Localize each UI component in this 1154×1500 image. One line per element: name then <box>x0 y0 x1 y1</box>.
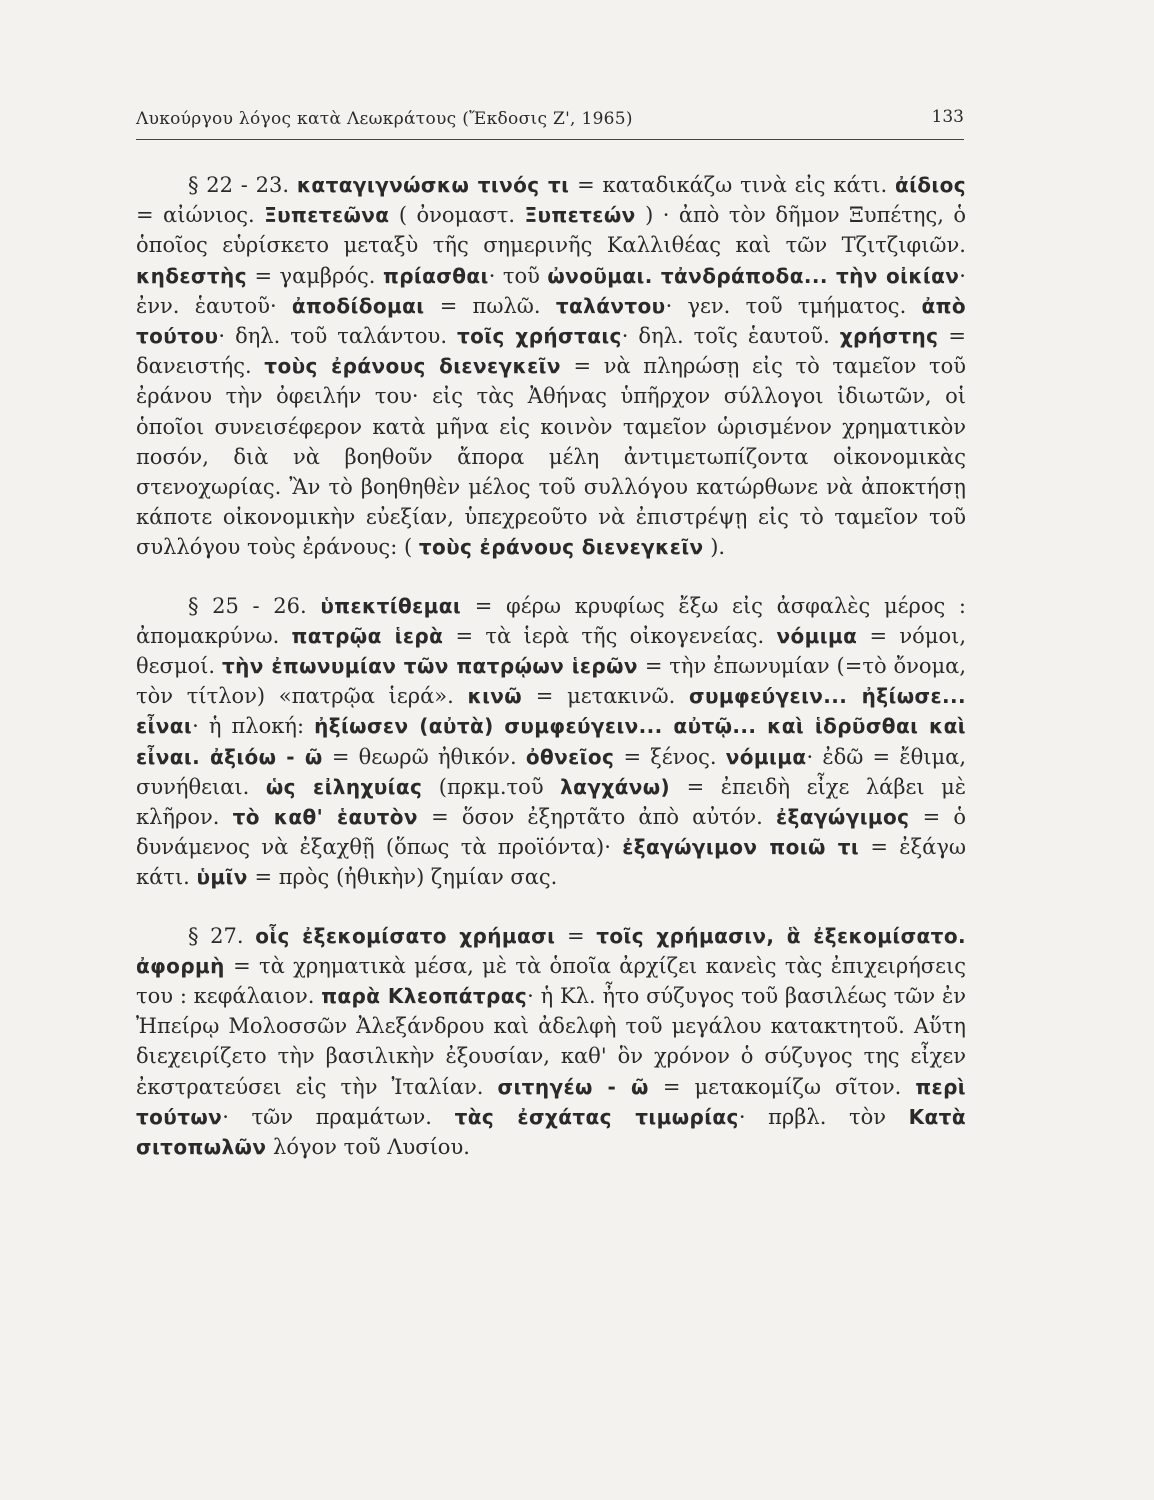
gloss-text: · τοῦ <box>488 263 548 288</box>
lemma: κινῶ <box>467 684 523 709</box>
gloss-text: · πρβλ. τὸν <box>738 1104 909 1129</box>
gloss-text: ( ὀνομαστ. <box>389 203 525 228</box>
gloss-text: = γαμβρός. <box>246 263 383 288</box>
lemma: χρήστης <box>839 324 939 349</box>
gloss-text: = τὴν ἐπωνυμίαν (=τὸ ὄνομα, τὸν τίτλον) «πατρῷα ἱερά». <box>136 654 967 709</box>
lemma: ὑμῖν <box>196 865 248 890</box>
lemma: ἠξίωσεν (αὐτὰ) συμφεύγειν... αὐτῷ... καὶ ἱδρῦσθαι καὶ εἶναι. ἀξιόω - ῶ <box>136 714 966 769</box>
lemma: τὴν ἐπωνυμίαν τῶν πατρῴων ἱερῶν <box>221 654 638 679</box>
running-title: Λυκούργου λόγος κατὰ Λεωκράτους (Ἔκδοσις Ζ', 1965) <box>136 109 633 129</box>
lemma: οἷς ἐξεκομίσατο χρήμασι <box>255 923 556 948</box>
gloss-text: (πρκμ.τοῦ <box>422 774 561 799</box>
lemma: ὡς εἰληχυίας <box>265 774 423 799</box>
gloss-text: = πρὸς (ἠθικὴν) ζημίαν σας. <box>247 865 558 890</box>
gloss-text: = θεωρῶ ἠθικόν. <box>322 744 526 769</box>
gloss-text: · ἡ Κλ. ἦτο σύζυγος τοῦ βασιλέως τῶν ἐν Ἠπείρῳ Μολοσσῶν Ἀλεξάνδρου καὶ ἀδελφὴ τοῦ μεγάλου κατακτητοῦ. Αὕτη διεχειρίζετο τὴν βασιλικὴν ἐξουσίαν, καθ' ὃν χρόνον ὁ σύζυγος της εἶχεν ἐκστρατεύσει εἰς τὴν Ἰταλίαν. <box>136 984 967 1099</box>
gloss-text: = αἰώνιος. <box>136 203 265 228</box>
gloss-text: = <box>555 923 597 948</box>
gloss-text: = νόμοι, θεσμοί. <box>136 623 967 679</box>
gloss-text: = πωλῶ. <box>424 293 556 318</box>
lemma: ἐξαγώγιμον ποιῶ τι <box>622 835 860 860</box>
lemma: ὠνοῦμαι. τἀνδράποδα... τὴν οἰκίαν <box>547 263 960 288</box>
lemma: ἐξαγώγιμος <box>776 805 910 830</box>
lemma: τοὺς ἐράνους διενεγκεῖν <box>418 535 704 560</box>
lemma: περὶ τούτων <box>136 1074 966 1129</box>
gloss-text: = ὅσον ἐξηρτᾶτο ἀπὸ αὐτόν. <box>417 805 776 830</box>
gloss-text: § 25 - 26. <box>188 593 321 618</box>
lemma: πατρῷα ἱερὰ <box>291 623 444 648</box>
gloss-text: = ἐξάγω κάτι. <box>136 835 966 890</box>
gloss-text: = τὰ χρηματικὰ μέσα, μὲ τὰ ὁποῖα ἀρχίζει κανεὶς τὰς ἐπιχειρήσεις του : κεφάλαιον. <box>136 953 966 1009</box>
gloss-text: · δηλ. τοῖς ἑαυτοῦ. <box>621 324 840 349</box>
gloss-text: = νὰ πληρώσῃ εἰς τὸ ταμεῖον τοῦ ἐράνου τὴν ὀφειλήν του· εἰς τὰς Ἀθήνας ὑπῆρχον σύλλογοι ἰδιωτῶν, οἱ ὁποῖοι συνεισέφερον κατὰ μῆνα εἰς κοινὸν ταμεῖον ὡρισμένον χρηματικὸν ποσόν, διὰ νὰ βοηθοῦν ἄπορα μέλη ἀντιμετωπίζοντα οἰκονομικὰς στενοχωρίας. Ἂν τὸ βοηθηθὲν μέλος τοῦ συλλόγου κατώρθωνε νὰ ἀποκτήσῃ κάποτε οἰκονομικὴν εὐεξίαν, ὑπεχρεοῦτο νὰ ἐπιστρέψῃ εἰς τὸ ταμεῖον τοῦ συλλόγου τοὺς ἐράνους: ( <box>136 354 966 560</box>
gloss-text: λόγον τοῦ Λυσίου. <box>266 1135 470 1160</box>
lemma: Κατὰ σιτοπωλῶν <box>136 1104 966 1160</box>
lemma: σιτηγέω - ῶ <box>497 1074 649 1099</box>
lemma: ἀπὸ τούτου <box>136 293 966 349</box>
gloss-text: = δανειστής. <box>136 324 967 379</box>
gloss-text: · δηλ. τοῦ ταλάντου. <box>218 324 457 349</box>
gloss-text: § 27. <box>188 923 256 948</box>
gloss-text: ). <box>703 535 726 560</box>
gloss-text: = ἐπειδὴ εἶχε λάβει μὲ κλῆρον. <box>136 774 967 830</box>
lemma: ἀποδίδομαι <box>291 293 425 318</box>
commentary-body <box>136 170 966 1162</box>
gloss-text: § 22 - 23. <box>188 173 297 197</box>
lemma: νόμιμα <box>725 744 807 769</box>
gloss-text: · τῶν πραμάτων. <box>222 1104 455 1129</box>
section-22-23 <box>136 170 966 563</box>
lemma: λαγχάνω) <box>560 774 671 799</box>
section-27 <box>136 921 966 1163</box>
gloss-text: = ὁ δυνάμενος νὰ ἐξαχθῇ (ὅπως τὰ προϊόντα)· <box>136 805 966 860</box>
gloss-text: · γεν. τοῦ τμήματος. <box>665 293 922 318</box>
gloss-text: = τὰ ἱερὰ τῆς οἰκογενείας. <box>443 623 777 648</box>
gloss-text: = ξένος. <box>614 744 726 769</box>
gloss-text: = φέρω κρυφίως ἔξω εἰς ἀσφαλὲς μέρος : ἀπομακρύνω. <box>136 593 966 648</box>
lemma: παρὰ Κλεοπάτρας <box>321 984 528 1009</box>
gloss-text: = μετακινῶ. <box>522 684 690 709</box>
lemma: πρίασθαι <box>382 263 489 288</box>
lemma: ταλάντου <box>555 293 666 318</box>
gloss-text: = μετακομίζω σῖτον. <box>648 1074 916 1099</box>
lemma: ὑπεκτίθεμαι <box>320 593 462 618</box>
lemma: ἀίδιος <box>894 173 966 197</box>
lemma: τοὺς ἐράνους διενεγκεῖν <box>264 354 561 379</box>
gloss-text: · ἡ πλοκή: <box>192 714 315 739</box>
lemma: τὰς ἐσχάτας τιμωρίας <box>454 1104 739 1129</box>
lemma: ὀθνεῖος <box>525 744 615 769</box>
section-25-26 <box>136 591 966 893</box>
gloss-text: ) · ἀπὸ τὸν δῆμον Ξυπέτης, ὁ ὁποῖος εὑρίσκετο μεταξὺ τῆς σημερινῆς Καλλιθέας καὶ τῶν Τζιτζιφιῶν. <box>136 203 966 258</box>
gloss-text: · ἐνν. ἑαυτοῦ· <box>136 263 966 318</box>
lemma: τὸ καθ' ἑαυτὸν <box>232 805 418 830</box>
lemma: κηδεστὴς <box>136 263 247 288</box>
lemma: συμφεύγειν... ἠξίωσε... εἶναι <box>136 684 966 739</box>
lemma: νόμιμα <box>776 623 858 648</box>
lemma: Ξυπετεῶνα <box>264 203 390 228</box>
lemma: τοῖς χρήμασιν, ἃ ἐξεκομίσατο. ἀφορμὴ <box>136 923 966 978</box>
lemma: καταγιγνώσκω τινός τι <box>296 173 570 197</box>
page-header <box>136 103 964 140</box>
page-number: 133 <box>931 107 964 127</box>
lemma: Ξυπετεών <box>524 203 636 228</box>
lemma: τοῖς χρήσταις <box>456 324 622 349</box>
gloss-text: · ἐδῶ = ἔθιμα, συνήθειαι. <box>136 744 966 799</box>
gloss-text: = καταδικάζω τινὰ εἰς κάτι. <box>569 173 895 197</box>
